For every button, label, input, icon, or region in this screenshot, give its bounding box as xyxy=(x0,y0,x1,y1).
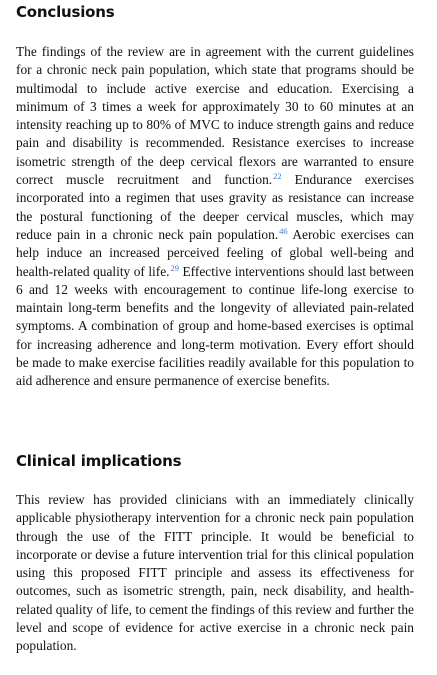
conclusions-text-1: The findings of the review are in agreement with the current guidelines for a chronic neck pain population, which state that programs should be multimodal to include active exercise and education. Exercising a minimum of 3 times a week for approximately 30 to 60 minutes at an intensity reaching up to 80% of MVC to induce strength gains and reduce pain and disability is recommended. Resistance exercises to increase isometric strength of the deep cervical flexors are warranted to ensure correct muscle recruitment and function. xyxy=(16,44,414,188)
conclusions-paragraph xyxy=(16,43,414,391)
conclusions-text-2: Endurance exercises incorporated into a regimen that uses gravity as resistance can increase the postural functioning of the deeper cervical muscles, which may reduce pain in a chronic neck pain population. xyxy=(16,172,414,242)
clinical-implications-heading: Clinical implications xyxy=(16,452,182,470)
citation-22[interactable]: 22 xyxy=(273,171,282,182)
clinical-implications-paragraph: This review has provided clinicians with an immediately clinically applicable physiotherapy intervention for a chronic neck pain population through the use of the FITT principle. It would be beneficial to incorporate or devise a future intervention trial for this clinical population using this proposed FITT principle and assess its effectiveness for outcomes, such as isometric strength, pain, neck disability, and health-related quality of life, to cement the findings of this review and further the level and scope of evidence for active exercise in a chronic neck pain population. xyxy=(16,492,414,654)
citation-46[interactable]: 46 xyxy=(279,225,288,236)
conclusions-heading: Conclusions xyxy=(16,3,115,21)
citation-29[interactable]: 29 xyxy=(170,262,180,273)
conclusions-text-3: Aerobic exercises can help induce an increased perceived feeling of global well-being and health-related quality of life. xyxy=(16,226,414,279)
conclusions-text-4: Effective interventions should last between 6 and 12 weeks with encouragement to continue life-long exercise to maintain long-term benefits and the longevity of alleviated pain-related symptoms. A combination of group and home-based exercises is optimal for increasing adherence and long-term motivation. Every effort should be made to make exercise facilities readily available for this population to aid adherence and ensure permanence of exercise benefits. xyxy=(16,263,414,389)
